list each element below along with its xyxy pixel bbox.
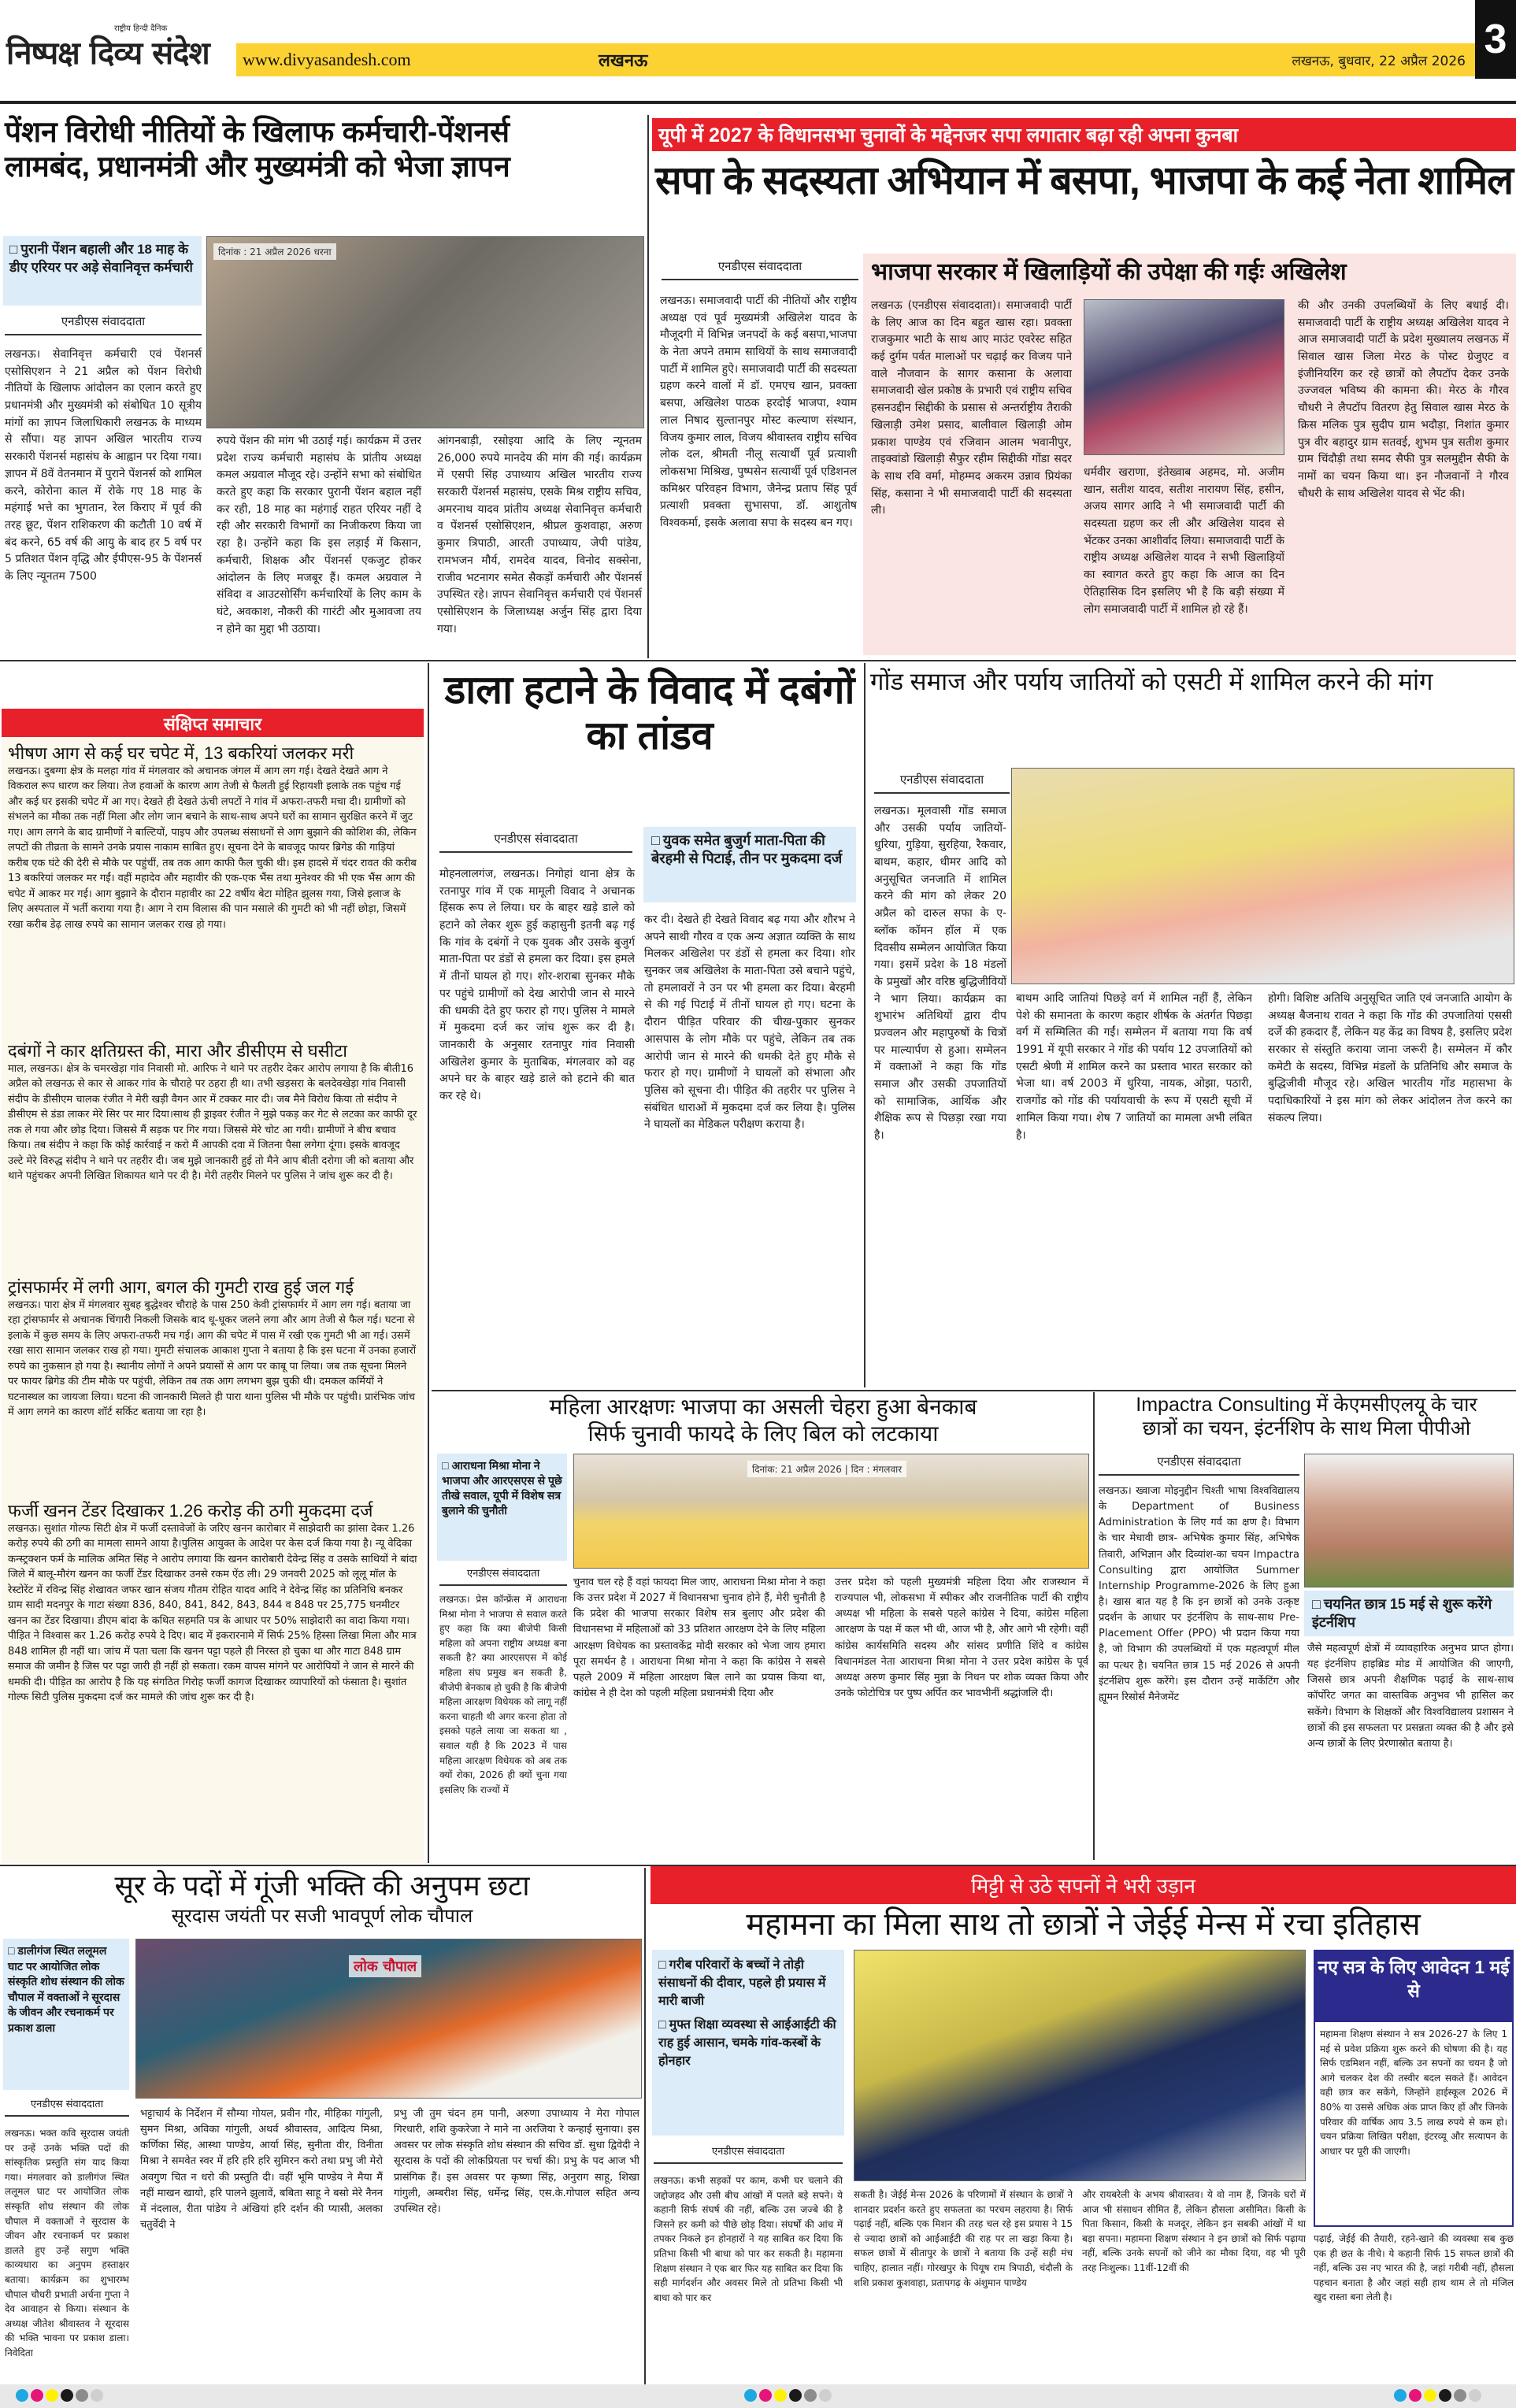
surdas-highlight-box bbox=[3, 1939, 129, 2090]
women-headline-line1: महिला आरक्षणः भाजपा का असली चेहरा हुआ बेनकाब bbox=[549, 1395, 977, 1419]
brief-text: लखनऊ। पारा क्षेत्र में मंगलवार सुबह बुद्धेश्वर चौराहे के पास 250 केवी ट्रांसफार्मर में आग लग गई। बताया जा रहा ट्रांसफार्मर से अचानक चिंगारी निकली जिसके बाद धू-धूकर जलने लगा और आग तेजी से फैल गई। घटना से इलाके में कुछ समय के लिए अफरा-तफरी मच गई। आग की चपेट में पास में रखी एक गुमटी भी आ गई। उसमें रखा सारा सामान जलकर राख हो गया। गुमटी संचालक आकाश गुप्ता ने बताया है कि इस घटना में उनका हजारों रुपये का नुकसान हो गया है। स्थानीय लोगों ने अपने प्रयासों से आग पर काबू पा लिया। जब तक सूचना मिलने पर फायर ब्रिगेड की टीम मौके पर पहुंची, लेकिन तब तक आग लगभग बुझ चुकी थी। दमकल कर्मियों ने घटनास्थल का जायजा लिया। घटना की जानकारी मिलते ही पारा थाना पुलिस भी मौके पर पहुंची। प्रारंभिक जांच में आग लगने का कारण शॉर्ट सर्किट बताया जा रहा है। bbox=[8, 1298, 417, 1419]
surdas-col-2: भट्टाचार्य के निर्देशन में सौम्या गोयल, प्रवीन गौर, मीहिका गांगुली, सुमन मिश्रा, अविका गांगुली, अथर्व श्रीवास्तव, आदित्य मिश्रा, कर्णिका सिंह, आस्था पाण्डेय, आर्या सिंह, सुनीता वीर, विनीता मिश्रा ने समवेत स्वर में हरि हरि हरि सुमिरन करो तथा प्रभु जी मेरो अवगुण चित न धरो की प्रस्तुति दी। वहीं भूमि पाण्डेय ने मैया मैं नहीं माखन खायो, हरि पालने झुलावें, बबिता साहू ने बसो मेरे नैनन में नंदलाल, रीता पांडेय ने अंखियां हरि दर्शन की प्यासी, अलका चतुर्वेदी ने bbox=[140, 2108, 383, 2231]
color-registration-marks bbox=[16, 2389, 103, 2402]
gond-byline: एनडीएस संवाददाता bbox=[874, 772, 1010, 794]
brief-text: लखनऊ। दुबग्गा क्षेत्र के मलहा गांव में मंगलवार को अचानक जंगल में आग लग गई। देखते देखते आग ने विकराल रूप धारण कर लिया। तेज हवाओं के कारण आग तेजी से फैलती हुई रिहायशी इलाके तक पहुंच गई और कई घर इसकी चपेट में आ गए। देखते ही देखते ऊंची लपटों ने गांव में अफरा-तफरी मचा दी। ग्रामीणों को संभलने का मौका तक नहीं मिला और लोग जान बचाने के साथ-साथ अपने घरों का सामान सुरक्षित करने में जुट गए। आग लगने के बाद ग्रामीणों ने बाल्टियों, पाइप और उपलब्ध संसाधनों से आग बुझाने की कोशिश की, लेकिन लपटों की तीव्रता के सामने उनके प्रयास नाकाम साबित हुए। सूचना देने के बावजूद फायर ब्रिगेड की गाड़ियां करीब एक घंटे की देरी से मौके पर पहुंचीं, तब तक आग काफी फैल चुकी थी। इस हादसे में चंदर रावत की करीब 13 बकरियां जलकर मर गईं। वहीं महादेव और महावीर की एक-एक भैंस तथा मुनेश्वर की भी एक भैंस आग की चपेट में आकर मर गई। आग बुझाने के दौरान महावीर का 22 वर्षीय बेटा मोहित झुलस गया, जिसे इलाज के लिए अस्पताल में भर्ती कराया गया है। आग ने राम विलास की पान मसाले की गुमटी को भी नहीं छोड़ा, जिसमें रखा करीब डेढ़ लाख रुपये का सामान जलकर राख हो गया। bbox=[8, 765, 417, 931]
press-conference-photo bbox=[573, 1454, 1089, 1569]
edition-city: लखनऊ bbox=[599, 51, 648, 71]
akhilesh-felicitation-photo bbox=[1084, 299, 1284, 455]
impactra-headline-line2: छात्रों का चयन, इंटर्नशिप के साथ मिला पीपीओ bbox=[1142, 1417, 1471, 1439]
pension-headline-line1: पेंशन विरोधी नीतियों के खिलाफ कर्मचारी-पेंशनर्स bbox=[5, 116, 510, 148]
column-divider bbox=[644, 1868, 646, 2384]
surdas-col-3: प्रभु जी तुम चंदन हम पानी, अरुणा उपाध्याय ने मेरा गोपाल गिरधारी, शशि कुकरेजा ने माने ना अरजिया रे कन्हाई सुनाया। इस अवसर पर लोक संस्कृति शोध संस्थान की सचिव डॉ. सुधा द्विवेदी ने सूरदास के पदों की लोकप्रियता पर चर्चा की। प्रभु के पद आज भी प्रासंगिक हैं। इस अवसर पर कृष्णा सिंह, अनुराग साहू, शिखा गांगुली, अम्बरीश सिंह, धर्मेन्द्र सिंह, एस.के.गोपाल सहित अन्य उपस्थित रहे। bbox=[394, 2108, 639, 2215]
dala-col-1: मोहनलालगंज, लखनऊ। निगोहां थाना क्षेत्र के रतनापुर गांव में एक मामूली विवाद ने अचानक हिंसक रूप ले लिया। घर के बाहर खड़े डाले को हटाने को लेकर शुरू हुई कहासुनी इतनी बढ़ गई कि गांव के दबंगों ने एक युवक और उसके बुजुर्ग माता-पिता पर डंडों से हमला कर दिया। इस हमले में तीनों घायल हो गए। शोर-शराबा सुनकर मौके पर पहुंचे ग्रामीणों को देख आरोपी जान से मारने की धमकी देते हुए फरार हो गए। पुलिस ने मामले में मुकदमा दर्ज कर जांच शुरू कर दी है। जानकारी के अनुसार रतनापुर गांव निवासी अखिलेश कुमार के मुताबिक, मंगलवार को वह अपने घर के बाहर खड़े डाले को हटाने की बात कर रहे थे। bbox=[439, 868, 635, 1102]
column-divider bbox=[647, 115, 649, 658]
pension-col-1: लखनऊ। सेवानिवृत्त कर्मचारी एवं पेंशनर्स एसोसिएशन ने 21 अप्रैल को पेंशन विरोधी नीतियों के खिलाफ आंदोलन का एलान करते हुए प्रधानमंत्री और मुख्यमंत्री को संबोधित 10 सूत्रीय मांगों का ज्ञापन जिलाधिकारी लखनऊ के माध्यम से सौंपा। यह ज्ञापन अखिल भारतीय राज्य सरकारी पेंशनर्स महासंघ के आह्वान पर दिया गया। ज्ञापन में 8वें वेतनमान में पुराने पेंशनर्स को शामिल करने, कोरोना काल में रोके गए 18 माह के महंगाई भत्ते का भुगतान, रेल किराए में पूर्व की तरह छूट, पेंशन राशिकरण की कटौती 10 वर्ष में बंद करने, 65 वर्ष की आयु के बाद हर 5 वर्ष पर 5 प्रतिशत पेंशन वृद्धि और ईपीएस-95 के पेंशनर्स के लिए न्यूनतम 7500 bbox=[5, 348, 202, 583]
women-highlight: □ आराधना मिश्रा मोना ने भाजपा और आरएसएस से पूछे तीखे सवाल, यूपी में विशेष सत्र बुलाने की चुनौती bbox=[442, 1459, 562, 1517]
sp-sub-col-3: की और उनकी उपलब्धियों के लिए बधाई दी। समाजवादी पार्टी के राष्ट्रीय अध्यक्ष अखिलेश यादव ने आज समाजवादी पार्टी के प्रदेश मुख्यालय लखनऊ में सिवाल खास जिला मेरठ के पोस्ट ग्रेजुएट व इंजीनियरिंग कर रहे छात्रों को लैपटॉप देकर उनके उज्जवल भविष्य की कामना की। मेरठ के गौरव चौधरी ने लैपटॉप वितरण हेतु सिवाल खास मेरठ के क्रिस मलिक पुत्र सुदीप ग्राम भदौड़ा, निशांत कुमार पुत्र वीर बहादुर ग्राम सतवई, शुभम पुत्र सतीश कुमार ग्राम चिंदौड़ी तथा समद सैफी पुत्र सलमुद्दीन सैफी के नामों का चयन किया था। इन नौजवानों ने गौरव चौधरी के साथ अखिलेश यादव से भेंट की। bbox=[1298, 299, 1509, 500]
magenta-dot bbox=[31, 2389, 43, 2402]
photo-banner-text: दिनांक : 21 अप्रैल 2026 धरना bbox=[213, 243, 336, 260]
brief-text: माल, लखनऊ। क्षेत्र के चमरखेड़ा गांव निवासी मो. आरिफ ने थाने पर तहरीर देकर आरोप लगाया है कि बीती16 अप्रैल को लखनऊ से कार से आकर गांव के चौराहे पर ठहरा ही था। तभी खड़सरा के बलदेवखेड़ा गांव निवासी संदीप के डीसीएम चालक रंजीत ने मेरी खड़ी वैगन आर में टक्कर मार दी। जब मैने विरोध किया तो संदीप ने डीसीएम से डंडा लाकर मेरे सिर पर मार दिया।साथ ही ड्राइवर रंजीत ने मुझे पकड़ कर गेट से लटका कर काफी दूर तक ले गया और छोड़ दिया। जिससे मैं सड़क पर गिर गया। जिससे मेरे चोट आ गयी। ग्रामीणों ने बीच बचाव किया। तब संदीप ने कहा कि कोई कार्रवाई न करो मैं आपकी दवा में जितना पैसा लगेगा दूंगा। इसके बावजूद उल्टे मेरे विरुद्ध संदीप ने थाने पर तहरीर दी। जब मुझे जानकारी हुई तो मैने आप बीती दरोगा जी को बताया और थाने पहुंचकर अपनी लिखित शिकायत थाने पर दी है। मेरी तहरीर मिलने पर पुलिस ने जांच शुरू कर दी है। bbox=[8, 1062, 417, 1183]
surdas-byline: एनडीएस संवाददाता bbox=[5, 2096, 129, 2117]
masthead-rule bbox=[0, 101, 1516, 104]
jee-col-4: पढ़ाई, जेईई की तैयारी, रहने-खाने की व्यवस्था सब कुछ एक ही छत के नीचे। ये कहानी सिर्फ 15 सफल छात्रों की नहीं, बल्कि उस नए भारत की है, जहां गरीबी नहीं, हौसला पहचान बनाता है और जहां सही हाथ थाम ले तो मंजिल खुद रास्ता बना लेती है। bbox=[1314, 2233, 1514, 2303]
impactra-col-2: जैसे महत्वपूर्ण क्षेत्रों में व्यावहारिक अनुभव प्राप्त होगा। यह इंटर्नशिप हाइब्रिड मोड में आयोजित की जाएगी, जिससे छात्र अपनी शैक्षणिक पढ़ाई के साथ-साथ कॉर्पोरेट जगत का वास्तविक अनुभव भी हासिल कर सकेंगे। विभाग के शिक्षकों और विश्वविद्यालय प्रशासन ने छात्रों की इस सफलता पर प्रसन्नता व्यक्त की है और इसे अन्य छात्रों के लिए प्रेरणास्रोत बताया है। bbox=[1307, 1643, 1514, 1750]
cyan-dot bbox=[744, 2389, 757, 2402]
dateline: लखनऊ, बुधवार, 22 अप्रैल 2026 bbox=[1292, 53, 1466, 69]
color-registration-marks bbox=[1394, 2389, 1481, 2402]
sp-sub-headline: भाजपा सरकार में खिलाड़ियों की उपेक्षा की गईः अखिलेश bbox=[871, 259, 1347, 285]
sp-byline: एनडीएस संवाददाता bbox=[662, 258, 858, 280]
column-divider bbox=[428, 663, 429, 1863]
admission-notice-text: महामना शिक्षण संस्थान ने सत्र 2026-27 के लिए 1 मई से प्रवेश प्रक्रिया शुरू करने की घोषणा की है। यह सिर्फ एडमिशन नहीं, बल्कि उन सपनों का चयन है जो आगे चलकर देश की तस्वीर बदल सकते हैं। आवेदन वही छात्र कर सकेंगे, जिन्होंने हाईस्कूल 2026 में 80% या उससे अधिक अंक प्राप्त किए हों और जिनके परिवार की वार्षिक आय 3.5 लाख रुपये से कम हो। चयन प्रक्रिया लिखित परीक्षा, इंटरव्यू और सत्यापन के आधार पर पूरी की जाएगी। bbox=[1314, 2021, 1514, 2227]
website-url[interactable]: www.divyasandesh.com bbox=[243, 50, 411, 69]
magenta-dot bbox=[759, 2389, 772, 2402]
women-col-3: उत्तर प्रदेश को पहली मुख्यमंत्री महिला दिया और राजस्थान में राज्यपाल भी, लोकसभा में स्पीकर और राजनीतिक पार्टी की राष्ट्रीय अध्यक्ष भी महिला के सबसे पहले कांग्रेस ने दिया, कांग्रेस महिला आरक्षण के पक्ष में कल भी थी, आज भी है, और आगे भी रहेगी। वहीं कांग्रेस कार्यसमिति सदस्य और सांसद प्रणीति शिंदे व कांग्रेस विधानमंडल नेता आराधना मिश्रा मोना ने उत्तर प्रदेश कांग्रेस के पूर्व अध्यक्ष अरुण कुमार सिंह मुन्ना के निधन पर शोक व्यक्त किया और उनके फोटोचित्र पर पुष्प अर्पित कर भावभीनीं श्रद्धांजलि दी। bbox=[835, 1576, 1088, 1699]
dala-highlight-box bbox=[643, 827, 856, 902]
briefs-section-title: संक्षिप्त समाचार bbox=[2, 709, 424, 737]
sp-headline: सपा के सदस्यता अभियान में बसपा, भाजपा के कई नेता शामिल bbox=[654, 158, 1513, 202]
pension-col-2: रुपये पेंशन की मांग भी उठाई गई। कार्यक्रम में उत्तर प्रदेश राज्य कर्मचारी महासंघ के प्रांतीय अध्यक्ष कमल अग्रवाल मौजूद रहे। उन्होंने सभा को संबोधित करते हुए कहा कि सरकार पुरानी पेंशन बहाल नहीं कर रही, 18 माह का महंगाई राहत एरियर नहीं दे रही और सरकारी विभागों का निजीकरण किया जा रहा है। उन्होंने कहा कि इस लड़ाई में किसान, कर्मचारी, शिक्षक और पेंशनर्स एकजुट होकर आंदोलन के लिए मजबूर हैं। कमल अग्रवाल ने संविदा व आउटसोर्सिंग कर्मचारियों के लिए काम के घंटे, अवकाश, नौकरी की गारंटी और मुआवजा तय न होने का मुद्दा भी उठाया। bbox=[217, 435, 421, 635]
brief-title: ट्रांसफार्मर में लगी आग, बगल की गुमटी राख हुई जल गई bbox=[8, 1277, 354, 1297]
jee-col-3: और रायबरेली के अभय श्रीवास्तव। ये वो नाम हैं, जिनके घरों में आज भी संसाधन सीमित हैं, लेकिन हौसला असीमित। किसी के पिता किसान, किसी के मजदूर, लेकिन इन सबकी आंखों में था बड़ा सपना। महामना शिक्षण संस्थान ने इन छात्रों को सिर्फ पढ़ाया नहीं, बल्कि उनके सपनों को जीने का मौका दिया, वह भी पूरी तरह निःशुल्क। 11वीं-12वीं की bbox=[1082, 2189, 1306, 2273]
dala-headline: डाला हटाने के विवाद में दबंगों का तांडव bbox=[444, 668, 855, 758]
brief-item bbox=[8, 1277, 417, 1496]
gond-delegation-photo bbox=[1011, 768, 1514, 984]
jee-students-photo bbox=[854, 1950, 1306, 2181]
pension-protest-photo bbox=[206, 236, 644, 428]
women-col-2: चुनाव चल रहे हैं वहां फायदा मिल जाए, आराधना मिश्रा मोना ने कहा कि उत्तर प्रदेश में 2027 में विधानसभा चुनाव होने हैं, मेरी चुनौती है कि प्रदेश की भाजपा सरकार विशेष सत्र बुलाए और प्रदेश की विधानसभा में महिलाओं को 33 प्रतिशत आरक्षण देने के लिए महिला आरक्षण विधेयक का प्रस्तावकेंद्र मोदी सरकार को भेजा जाय हमारा पूरा समर्थन है । आराधना मिश्रा मोना ने कहा कि कांग्रेस ने सबसे पहले 2009 में महिला आरक्षण बिल लाने का प्रयास किया था, कांग्रेस ने ही देश को पहली महिला प्रधानमंत्री दिया और bbox=[573, 1576, 825, 1699]
women-col-1: लखनऊ। प्रेस कॉन्फ्रेंस में आराधना मिश्रा मोना ने भाजपा से सवाल करते हुए कहा कि क्या बीजेपी किसी महिला को अपना राष्ट्रीय अध्यक्ष बना सकती है? क्या आरएसएस में कोई महिला संघ प्रमुख बन सकती है, बीजेपी बेनकाब हो चुकी है कि बीजेपी महिला आरक्षण विधेयक को लागू नहीं करना चाहती थी अगर करना होता तो इसको पहले लाया जा सकता था , सवाल यही है कि 2023 में पास महिला आरक्षण विधेयक को अब तक क्यों रोका, 2026 ही क्यों चुना गया इसलिए कि राज्यों में bbox=[439, 1594, 567, 1795]
page-number: 3 bbox=[1475, 0, 1516, 79]
column-divider bbox=[1093, 1392, 1095, 1860]
photo-banner-text: लोक चौपाल bbox=[349, 1955, 421, 1977]
section-rule bbox=[0, 660, 1516, 661]
surdas-highlight: □ डालीगंज स्थित ललूमल घाट पर आयोजित लोक संस्कृति शोध संस्थान की लोक चौपाल में वक्ताओं ने सूरदास के जीवन और रचनाकर्म पर प्रकाश डाला bbox=[8, 1944, 124, 2034]
black-dot bbox=[1439, 2389, 1451, 2402]
jee-highlight: □ मुफ्त शिक्षा व्यवस्था से आईआईटी की राह हुई आसान, चमके गांव-कस्बों के होनहार bbox=[658, 2016, 838, 2071]
pension-col-3: आंगनबाड़ी, रसोइया आदि के लिए न्यूनतम 26,000 रुपये मानदेय की मांग की गई। कार्यक्रम में एसपी सिंह उपाध्याय अखिल भारतीय राज्य सरकारी पेंशनर्स महासंघ, एसके मिश्र राष्ट्रीय सचिव, अमरनाथ यादव प्रांतीय अध्यक्ष सेवानिवृत्त कर्मचारी व पेंशनर्स एसोसिएशन, श्रीप्रल कुशवाहा, अरुण कुमार त्रिपाठी, आरती उपाध्याय, जेपी पांडेय, रामभजन मौर्य, रामदेव यादव, विनोद सक्सेना, राजीव भटनागर समेत सैकड़ों कर्मचारी और पेंशनर्स उपस्थित रहे। ज्ञापन सेवानिवृत्त कर्मचारी एवं पेंशनर्स एसोसिएशन के जिलाध्यक्ष अर्जुन सिंह द्वारा दिया गया। bbox=[437, 435, 642, 635]
gond-col-2: बाथम आदि जातियां पिछड़े वर्ग में शामिल नहीं हैं, लेकिन पेशे की समानता के कारण कहार शीर्षक के अंतर्गत पिछड़ा वर्ग में सम्मिलित की गईं। सम्मेलन में बताया गया कि वर्ष 1991 में यूपी सरकार ने गोंड की पर्याय 12 उपजातियों को एसटी श्रेणी में शामिल करने का प्रस्ताव भारत सरकार को भेजा था। वर्ष 2003 में धुरिया, नायक, ओझा, पठारी, राजगोंड को गोंड की पर्यायवाची के रूप में एसटी सूची में शामिल किया गया। शेष 7 जातियों का मामला अभी लंबित है। bbox=[1016, 992, 1252, 1142]
university-building-photo bbox=[1304, 1454, 1514, 1587]
impactra-headline bbox=[1099, 1394, 1514, 1440]
yellow-dot bbox=[774, 2389, 787, 2402]
pension-byline: एनडीएस संवाददाता bbox=[5, 313, 202, 335]
yellow-dot bbox=[46, 2389, 58, 2402]
sp-sidebar-box bbox=[863, 254, 1516, 655]
dala-highlight: □ युवक समेत बुजुर्ग माता-पिता की बेरहमी से पिटाई, तीन पर मुकदमा दर्ज bbox=[651, 832, 842, 866]
brief-title: भीषण आग से कई घर चपेट में, 13 बकरियां जलकर मरी bbox=[8, 743, 354, 763]
dala-byline: एनडीएस संवाददाता bbox=[439, 831, 632, 853]
jee-headline: महामना का मिला साथ तो छात्रों ने जेईई मेन्स में रचा इतिहास bbox=[746, 1907, 1421, 1942]
color-registration-marks bbox=[744, 2389, 832, 2402]
impactra-highlight: □ चयनित छात्र 15 मई से शुरू करेंगे इंटर्नशिप bbox=[1312, 1596, 1492, 1630]
pension-highlight: □ पुरानी पेंशन बहाली और 18 माह के डीए एरियर पर अड़े सेवानिवृत्त कर्मचारी bbox=[9, 242, 193, 275]
black-dot bbox=[789, 2389, 802, 2402]
column-divider bbox=[864, 663, 865, 1387]
jee-col-2: सकती है। जेईई मेन्स 2026 के परिणामों में संस्थान के छात्रों ने शानदार प्रदर्शन करते हुए सफलता का परचम लहराया है। सिर्फ पढ़ाई नहीं, बल्कि एक मिशन की तरह चल रहे इस प्रयास ने 15 से ज्यादा छात्रों को आईआईटी की राह पर ला खड़ा किया है। सफल छात्रों में सीतापुर के छात्रों ने बताया कि उन्हें सही मंच चाहिए, हालात नहीं। गोरखपुर के पियूष राम त्रिपाठी, चंदौली के शशि प्रकाश कुशवाहा, प्रतापगढ़ के अंशुमान पाण्डेय bbox=[854, 2189, 1073, 2288]
sp-sub-col-1: लखनऊ (एनडीएस संवाददाता)। समाजवादी पार्टी के लिए आज का दिन बहुत खास रहा। प्रवक्ता राजकुमार भाटी के साथ आए माउंट एवरेस्ट सहित कई दुर्गम पर्वत मालाओं पर चढ़ाई कर विजय पाने वाले नौजवान के सागर कसाना के अलावा समाजवादी खेल प्रकोष्ठ के प्रभारी एवं राष्ट्रीय सचिव हसनउद्दीन सिद्दीकी के प्रसास से अन्तर्राष्ट्रीय तैराकी खिलाड़ी उमेश प्रसाद, बालीवाल खिलाड़ी ओम प्रकाश पाण्डेय एवं रजिवान आलम भवानीपुर, ताइक्वांडो खिलाड़ी सैफुर रहीम सिद्दीकी गोंडा सदर के साथ रवि वर्मा, मोहम्मद अकरम उन्नाव प्रियंका सिंह, कसाना ने भी समाजवादी पार्टी की सदस्यता ली। bbox=[871, 299, 1072, 517]
cyan-dot bbox=[1394, 2389, 1407, 2402]
lightgray-dot bbox=[91, 2389, 103, 2402]
jee-kicker-band: मिट्टी से उठे सपनों ने भरी उड़ान bbox=[651, 1866, 1516, 1904]
pension-highlight-box bbox=[3, 236, 202, 306]
brief-item bbox=[8, 743, 417, 1036]
women-headline bbox=[437, 1394, 1089, 1447]
gray-dot bbox=[804, 2389, 817, 2402]
sp-kicker-band: यूपी में 2027 के विधानसभा चुनावों के मद्देनजर सपा लगातार बढ़ा रही अपना कुनबा bbox=[652, 118, 1516, 151]
lok-chaupal-photo bbox=[135, 1939, 642, 2099]
surdas-col-1: लखनऊ। भक्त कवि सूरदास जयंती पर उन्हें उनके भक्ति पदों की सांस्कृतिक प्रस्तुति संग याद किया गया। मंगलवार को डालीगंज स्थित ललूमल घाट पर आयोजित लोक संस्कृति शोध संस्थान की लोक चौपाल में वक्ताओं ने सूरदास के जीवन और रचनाकर्म पर प्रकाश डालते हुए उन्हें सगुण भक्ति काव्यधारा का अनुपम हस्ताक्षर बताया। कार्यक्रम का शुभारम्भ चौपाल चौधरी प्रभाती अर्चना गुप्ता ने देव आवाहन से किया। संस्थान के अध्यक्ष जीतेश श्रीवास्तव ने सूरदास की भक्ति भावना पर प्रकाश डाला। निवेदिता bbox=[5, 2128, 129, 2358]
pension-headline-line2: लामबंद, प्रधानमंत्री और मुख्यमंत्री को भेजा ज्ञापन bbox=[5, 150, 510, 183]
jee-highlight: □ गरीब परिवारों के बच्चों ने तोड़ी संसाधनों की दीवार, पहले ही प्रयास में मारी बाजी bbox=[658, 1956, 838, 2011]
brief-text: लखनऊ। सुशांत गोल्फ सिटी क्षेत्र में फर्जी दस्तावेजों के जरिए खनन कारोबार में साझेदारी का झांसा देकर 1.26 करोड़ रुपये की ठगी का मामला सामने आया है।पुलिस आयुक्त के आदेश पर केस दर्ज किया गया है। न्यू वेदिका कन्स्ट्रक्शन फर्म के मालिक अमित सिंह ने आरोप लगाया कि खनन कारोबारी देवेन्द्र सिंह व उसके साथियों ने बांदा जिले में बालू-मौरंग खनन का फर्जी टेंडर दिखाकर उनसे रकम ऐंठ ली। 29 जनवरी 2025 को लूलू मॉल के रेस्टोरेंट में रविन्द्र सिंह शेखावत जफर खान संजय गौतम रोहित यादव आदि ने देवेन्द्र सिंह का प्रतिनिधि बनकर ग्राम सादी मदनपुर के गाटा संख्या 836, 840, 841, 842, 843, 844 व 848 पर 25,775 घनमीटर खनन का टेंडर दिखाया। डीएम बांदा के कथित सहमति पत्र के आधार पर 50% साझेदारी का वादा किया गया। पीड़ित ने विश्वास कर 1.26 करोड़ रुपये दे दिए। बाद में इकरारनामे में सिर्फ 25% हिस्सा लिखा मिला और मात्र 848 शामिल ही नहीं था। जांच में पता चला कि खनन पट्टा पहले ही निरस्त हो चुका था और गाटा 848 ग्राम समाज की जमीन है जिस पर पट्टा जारी ही नहीं हो सकता। रकम वापस मांगने पर आरोपियों ने जान से मारने की धमकी दी। पीड़ित का आरोप है कि यह संगठित गिरोह फर्जी कागज दिखाकर व्यापारियों को फंसाता है। सुशांत गोल्फ सिटी पुलिस मुकदमा दर्ज कर मामले की जांच शुरू कर दी है। bbox=[8, 1522, 417, 1704]
brief-item bbox=[8, 1041, 417, 1273]
gond-headline: गोंड समाज और पर्याय जातियों को एसटी में शामिल करने की मांग bbox=[870, 668, 1433, 695]
women-highlight-box bbox=[437, 1454, 567, 1561]
brief-title: फर्जी खनन टेंडर दिखाकर 1.26 करोड़ की ठगी मुकदमा दर्ज bbox=[8, 1501, 373, 1521]
jee-byline: एनडीएस संवाददाता bbox=[654, 2143, 843, 2164]
newspaper-logo: निष्पक्ष दिव्य संदेश bbox=[6, 35, 209, 72]
women-headline-line2: सिर्फ चुनावी फायदे के लिए बिल को लटकाया bbox=[587, 1421, 939, 1446]
surdas-headline: सूर के पदों में गूंजी भक्ति की अनुपम छटा bbox=[114, 1869, 530, 1902]
gond-col-3: होगी। विशिष्ट अतिथि अनुसूचित जाति एवं जनजाति आयोग के अध्यक्ष बैजनाथ रावत ने कहा कि गोंड की उपजातियां एससी दर्जे की हकदार हैं, लेकिन यह केंद्र का विषय है, इसलिए प्रदेश सरकार से संस्तुति कराया जाना जरूरी है। सम्मेलन में कौर कमेटी के सदस्य, विभिन्न मंडलों के प्रतिनिधि और समाज के बुद्धिजीवी मौजूद रहे। अखिल भारतीय गोंड महासभा के पदाधिकारियों ने इस मांग को लेकर आंदोलन तेज करने का संकल्प लिया। bbox=[1268, 992, 1512, 1124]
gray-dot bbox=[1454, 2389, 1466, 2402]
sp-sub-col-2: धर्मवीर खराणा, इंतेख्वाब अहमद, मो. अजीम खान, सतीश यादव, सतीश नारायण सिंह, हसीन, अजय सागर आदि ने भी समाजवादी पार्टी की सदस्यता ग्रहण कर ली और अखिलेश यादव से भेंटकर उनका आशीर्वाद लिया। समाजवादी पार्टी के राष्ट्रीय अध्यक्ष अखिलेश यादव ने सभी खिलाड़ियों का स्वागत करते हुए कहा कि आज का दिन ऐतिहासिक दिन इसलिए भी है कि बड़ी संख्या में लोग समाजवादी पार्टी में शामिल हो रहे हैं। bbox=[1084, 466, 1284, 616]
sp-col-1: लखनऊ। समाजवादी पार्टी की नीतियों और राष्ट्रीय अध्यक्ष एवं पूर्व मुख्यमंत्री अखिलेश यादव के मौजूदगी में विभिन्न जनपदों के कई बसपा,भाजपा के नेता अपने तमाम साथियों के साथ समाजवादी पार्टी में शामिल हुऐ। समाजवादी पार्टी की सदस्यता ग्रहण करने वालों में डॉ. एमएच खान, प्रवक्ता बसपा, अखिलेश पाठक हरदोई भाजपा, श्याम लाल निषाद सुल्तानपुर मोस्ट कल्याण संस्थान, विजय कुमार लाल, विजय श्रीवास्तव राष्ट्रीय सचिव लोक दल, श्रीमती नीलू सत्यार्थी पूर्व प्रत्याशी लोकसभा मिश्रिख, पुष्पसेन सत्यार्थी पूर्व एडिशनल कमिश्नर परिवहन विभाग, जैनेन्द्र प्रताप सिंह पूर्व प्रत्याशी प्रवक्ता सुभासपा, डॉ. आशुतोष विश्वकर्मा, इसके अलावा सपा के सदस्य बन गए। bbox=[660, 295, 857, 529]
admission-notice-title: नए सत्र के लिए आवेदन 1 मई से bbox=[1314, 1950, 1514, 2021]
masthead-bar bbox=[236, 43, 1475, 76]
jee-highlight-box bbox=[652, 1950, 844, 2136]
impactra-headline-line1: Impactra Consulting में केएमसीएलयू के चार bbox=[1136, 1394, 1477, 1416]
lightgray-dot bbox=[1469, 2389, 1481, 2402]
lightgray-dot bbox=[819, 2389, 832, 2402]
section-rule bbox=[432, 1390, 1516, 1391]
women-byline: एनडीएस संवाददाता bbox=[439, 1565, 567, 1586]
black-dot bbox=[61, 2389, 73, 2402]
brief-title: दबंगों ने कार क्षतिग्रस्त की, मारा और डीसीएम से घसीटा bbox=[8, 1041, 348, 1061]
gray-dot bbox=[76, 2389, 88, 2402]
impactra-highlight-box bbox=[1304, 1591, 1514, 1636]
photo-banner-text: दिनांक: 21 अप्रैल 2026 | दिन : मंगलवार bbox=[747, 1461, 906, 1477]
impactra-byline: एनडीएस संवाददाता bbox=[1099, 1454, 1299, 1476]
surdas-subhead: सूरदास जयंती पर सजी भावपूर्ण लोक चौपाल bbox=[171, 1906, 473, 1927]
pension-headline bbox=[5, 115, 643, 183]
magenta-dot bbox=[1409, 2389, 1421, 2402]
cyan-dot bbox=[16, 2389, 28, 2402]
dala-col-2: कर दी। देखते ही देखते विवाद बढ़ गया और शौरभ ने अपने साथी गौरव व एक अन्य अज्ञात व्यक्ति के साथ मिलकर अखिलेश पर डंडों से हमला कर दिया। शोर सुनकर जब अखिलेश के माता-पिता उसे बचाने पहुंचे, तो हमलावरों ने उन पर भी हमला कर दिया। बेरहमी से की गई पिटाई में तीनों घायल हो गए। घटना के दौरान पीड़ित परिवार की चीख-पुकार सुनकर आसपास के लोग मौके पर पहुंचे, लेकिन तब तक आरोपी जान से मारने की धमकी देते हुए मौके से फरार हो गए। ग्रामीणों ने घायलों को संभाला और पुलिस को सूचना दी। पीड़ित की तहरीर पर पुलिस ने संबंधित धाराओं में मुकदमा दर्ज कर लिया है। पुलिस ने घायलों का मेडिकल परीक्षण कराया है। bbox=[644, 913, 855, 1132]
brief-item bbox=[8, 1501, 417, 1860]
masthead-tagline: राष्ट्रीय हिन्दी दैनिक bbox=[114, 24, 168, 33]
gond-col-1: लखनऊ। मूलवासी गोंड समाज और उसकी पर्याय जातियों- धुरिया, गुड़िया, सुरहिया, रैकवार, बाथम, कहार, धीमर आदि को अनुसूचित जनजाति में शामिल करने की मांग को लेकर 20 अप्रैल को दारुल सफा के ए-ब्लॉक कॉमन हॉल में एक दिवसीय सम्मेलन आयोजित किया गया। इसमें प्रदेश के 18 मंडलों के प्रमुखों और वरिष्ठ बुद्धिजीवियों ने भाग लिया। कार्यक्रम का शुभारंभ अतिथियों द्वारा दीप प्रज्वलन और महापुरुषों के चित्रों पर माल्यार्पण से हुआ। सम्मेलन में वक्ताओं ने कहा कि गोंड समाज और उसकी उपजातियों को सामाजिक, आर्थिक और शैक्षिक रूप से पिछड़ा रखा गया है। bbox=[874, 805, 1006, 1143]
yellow-dot bbox=[1424, 2389, 1436, 2402]
impactra-col-1: लखनऊ। ख्वाजा मोइनुद्दीन चिश्ती भाषा विश्वविद्यालय के Department of Business Administration के लिए गर्व का क्षण है। विभाग के चार मेधावी छात्र- अभिषेक कुमार सिंह, अभिषेक तिवारी, अभिज्ञान और दिव्यांश-का चयन Impactra Consulting द्वारा आयोजित Summer Internship Programme-2026 के लिए हुआ है। खास बात यह है कि इन छात्रों को उनके उत्कृष्ट प्रदर्शन के आधार पर इंटर्नशिप के साथ-साथ Pre-Placement Offer (PPO) भी प्रदान किया गया है, जो विभाग की उपलब्धियों में एक महत्वपूर्ण मील का पत्थर है। चयनित छात्र 15 मई 2026 से अपनी इंटर्नशिप शुरू करेंगे। इस दौरान उन्हें मार्केटिंग और ह्यूमन रिसोर्स मैनेजमेंट bbox=[1099, 1485, 1299, 1703]
jee-col-1: लखनऊ। कभी सड़कों पर काम, कभी घर चलाने की जद्दोजहद और उसी बीच आंखों में पलते बड़े सपने। ये कहानी सिर्फ संघर्ष की नहीं, बल्कि उस जज्बे की है जिसने हर कमी को पीछे छोड़ दिया। संघर्षों की आंच में तपकर निकले इन होनहारों ने यह साबित कर दिया कि प्रतिभा किसी भी बाधा को पार कर सकती है। महामना शिक्षण संस्थान ने एक बार फिर यह साबित कर दिया कि सही मार्गदर्शन और अवसर मिले तो प्रतिभा किसी भी बाधा को पार कर bbox=[654, 2175, 843, 2303]
